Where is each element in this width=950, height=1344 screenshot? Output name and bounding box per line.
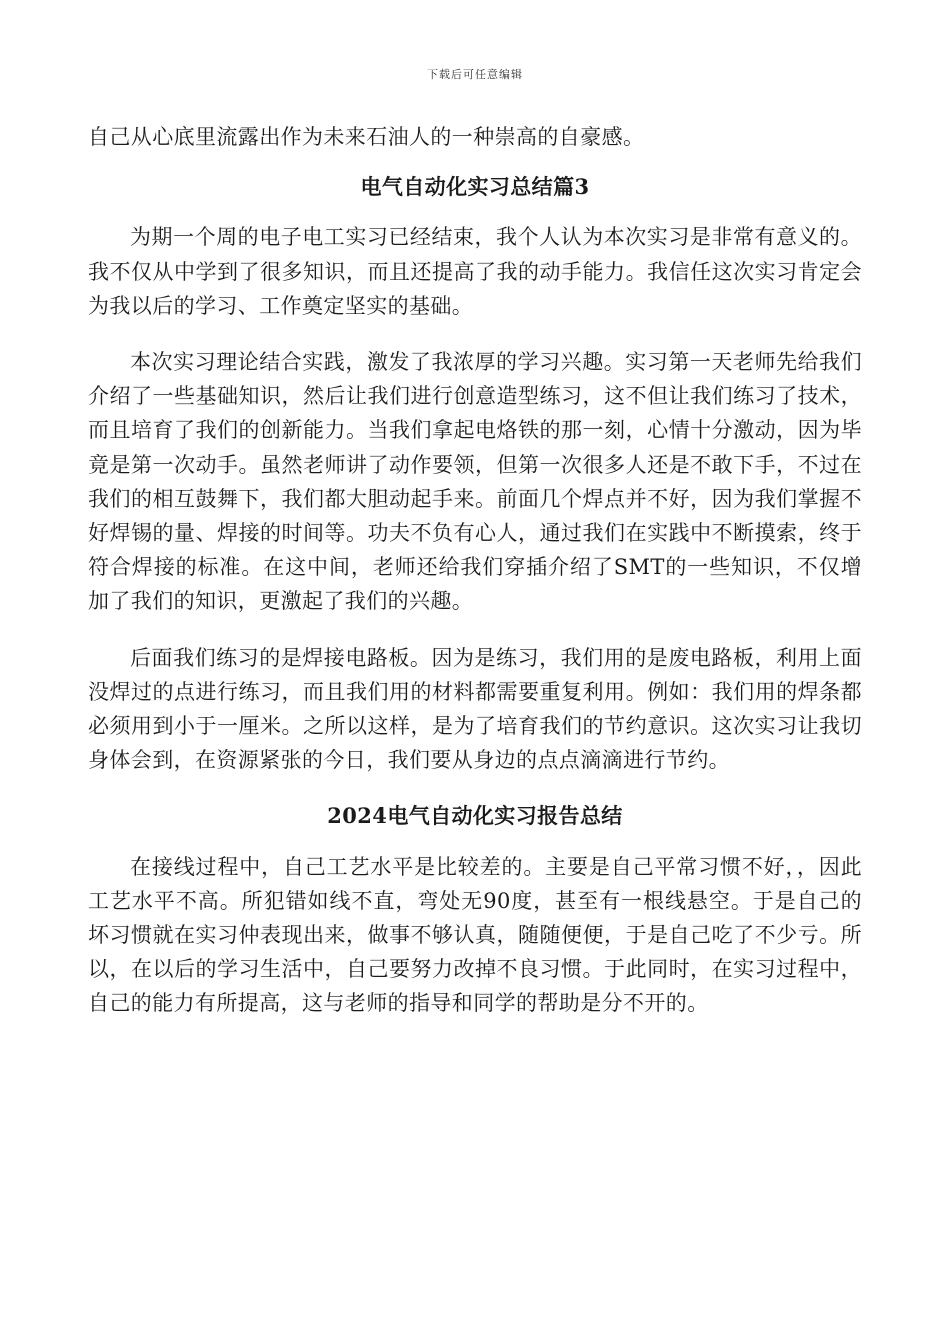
section2-title: 2024电气自动化实习报告总结 — [327, 803, 623, 829]
page-header-note: 下载后可任意编辑 — [427, 68, 523, 81]
section2-paragraph-1: 在接线过程中，自己工艺水平是比较差的。主要是自己平常习惯不好，，因此工艺水平不高。所犯错如线不直，弯处无90度，甚至有一根线悬空。于是自己的坏习惯就在实习仲表现出来，做事不够认真，随随便便，于是自己吃了不少亏。所以，在以后的学习生活中，自己要努力改掉不良习惯。于此同时，在实习过程中，自己的能力有所提高，这与老师的指导和同学的帮助是分不开的。 — [88, 854, 862, 1016]
section1-title: 电气自动化实习总结篇3 — [360, 174, 590, 200]
section1-paragraph-1: 为期一个周的电子电工实习已经结束，我个人认为本次实习是非常有意义的。我不仅从中学到了很多知识，而且还提高了我的动手能力。我信任这次实习肯定会为我以后的学习、工作奠定坚实的基础。 — [88, 225, 862, 318]
document-body — [88, 120, 862, 1021]
section1-paragraph-3: 后面我们练习的是焊接电路板。因为是练习，我们用的是废电路板，利用上面没焊过的点进行练习，而且我们用的材料都需要重复利用。例如：我们用的焊条都必须用到小于一厘米。之所以这样，是为了培育我们的节约意识。这次实习让我切身体会到，在资源紧张的今日，我们要从身边的点点滴滴进行节约。 — [88, 645, 862, 773]
opening-line: 自己从心底里流露出作为未来石油人的一种崇高的自豪感。 — [88, 125, 645, 149]
section1-paragraph-2: 本次实习理论结合实践，激发了我浓厚的学习兴趣。实习第一天老师先给我们介绍了一些基础知识，然后让我们进行创意造型练习，这不但让我们练习了技术，而且培育了我们的创新能力。当我们拿起电烙铁的那一刻，心情十分激动，因为毕竟是第一次动手。虽然老师讲了动作要领，但第一次很多人还是不敢下手，不过在我们的相互鼓舞下，我们都大胆动起手来。前面几个焊点并不好，因为我们掌握不好焊锡的量、焊接的时间等。功夫不负有心人，通过我们在实践中不断摸索，终于符合焊接的标准。在这中间，老师还给我们穿插介绍了SMT的一些知识，不仅增加了我们的知识，更激起了我们的兴趣。 — [88, 350, 862, 614]
